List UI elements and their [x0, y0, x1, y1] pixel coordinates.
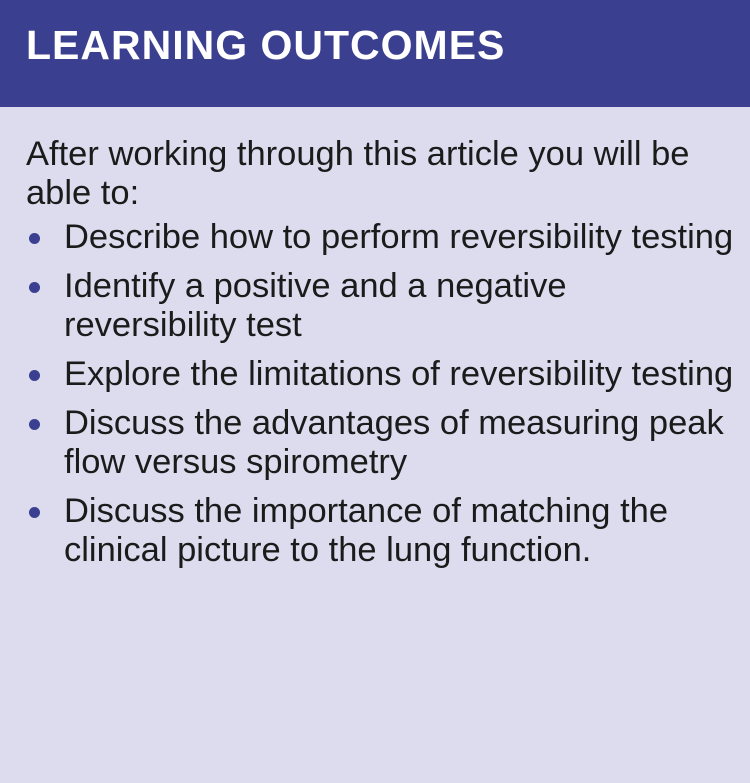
- list-item: [26, 218, 744, 257]
- bullet-icon: [29, 507, 40, 518]
- list-item-text: Identify a positive and a negative reversibility test: [64, 267, 567, 344]
- list-item: [26, 492, 744, 570]
- list-item: [26, 267, 744, 345]
- list-item-text: Discuss the advantages of measuring peak flow versus spirometry: [64, 404, 724, 481]
- list-item-text: Describe how to perform reversibility testing: [64, 218, 734, 256]
- list-item: [26, 355, 744, 394]
- header-bar: [0, 0, 750, 107]
- bullet-icon: [29, 370, 40, 381]
- outcomes-list: [26, 218, 750, 570]
- list-item-text: Explore the limitations of reversibility testing: [64, 355, 734, 393]
- page-title: LEARNING OUTCOMES: [26, 22, 506, 68]
- content-body: [0, 107, 750, 570]
- list-item-text: Discuss the importance of matching the clinical picture to the lung function.: [64, 492, 669, 569]
- bullet-icon: [29, 233, 40, 244]
- bullet-icon: [29, 282, 40, 293]
- list-item: [26, 404, 744, 482]
- intro-text: After working through this article you will be able to:: [26, 135, 690, 212]
- bullet-icon: [29, 419, 40, 430]
